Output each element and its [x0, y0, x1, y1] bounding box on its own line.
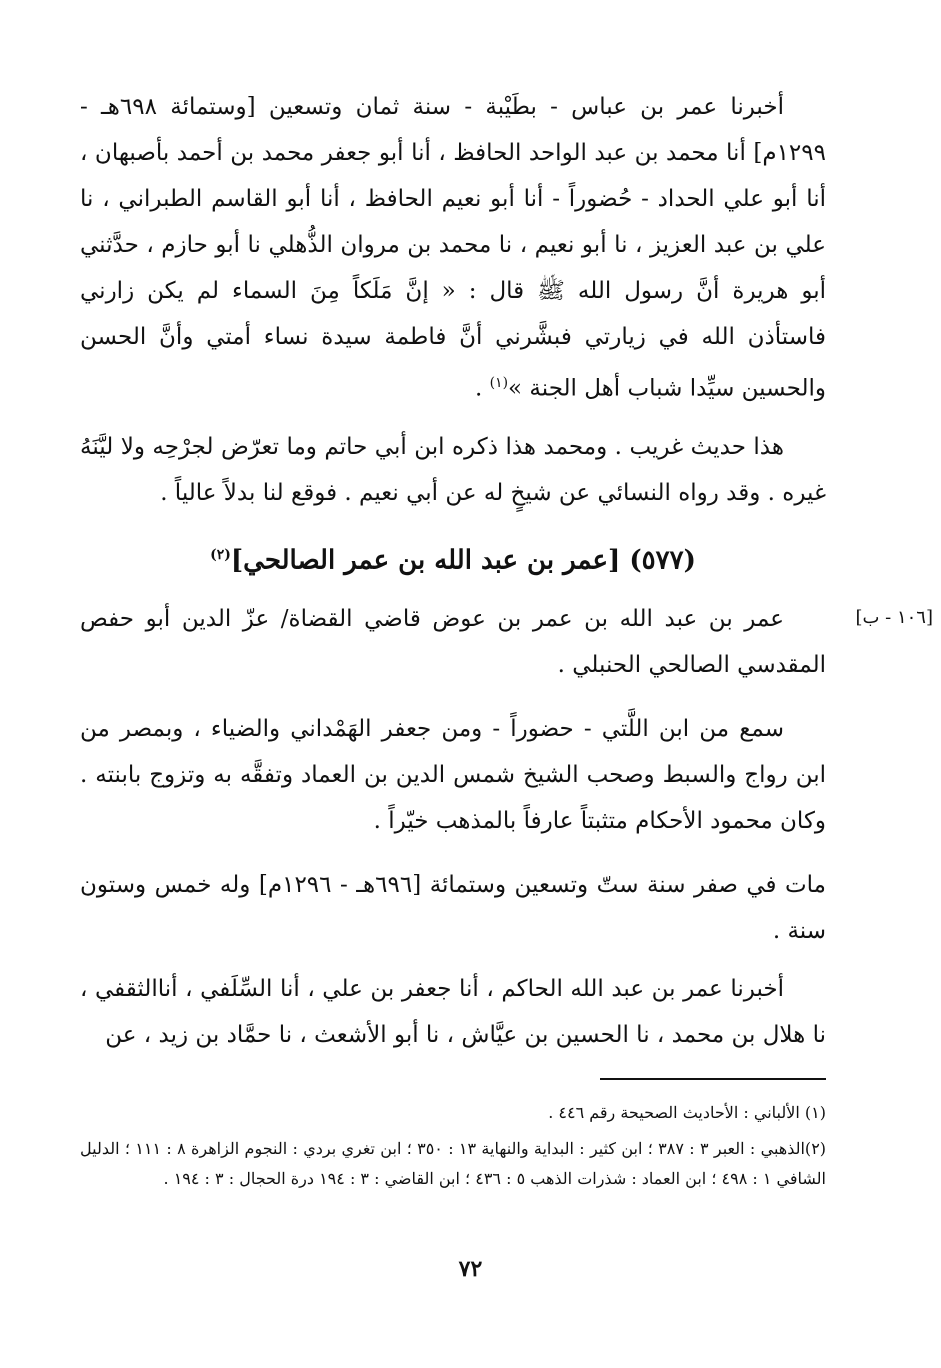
footnote-1: (١) الألباني : الأحاديث الصحيحة رقم ٤٤٦ .	[548, 1103, 826, 1122]
page-number: ٧٢	[458, 1256, 483, 1282]
paragraph-isnad-1	[80, 84, 826, 412]
footnote-ref-2: (٢)	[210, 547, 231, 563]
paragraph-isnad-2: أخبرنا عمر بن عبد الله الحاكم ، أنا جعفر بن علي ، أنا السِّلَفي ، أناالثقفي ، نا هلال بن محمد ، نا الحسين بن عيَّاش ، نا أبو الأشعث ، نا حمَّاد بن زيد ، عن	[80, 976, 826, 1048]
paragraph-teachers: سمع من ابن اللَّتي - حضوراً - ومن جعفر الهَمْداني والضياء ، وبمصر من ابن رواج والسبط وصحب الشيخ شمس الدين بن العماد وتفقَّه به وتزوج بابنته . وكان محمود الأحكام متثبتاً عارفاً بالمذهب خيّراً .	[80, 716, 826, 834]
paragraph-text: أخبرنا عمر بن عباس - بطَيْبة - سنة ثمان وتسعين [وستمائة ٦٩٨هـ - ١٢٩٩م] أنا محمد بن عبد الواحد الحافظ ، أنا أبو جعفر محمد بن أحمد بأصبهان ، أنا أبو علي الحداد - حُضوراً - أنا أبو نعيم الحافظ ، أنا أبو القاسم الطبراني ، نا علي بن عبد العزيز ، نا أبو نعيم ، نا محمد بن مروان الذُّهلي نا أبو حازم ، حدَّثني أبو هريرة أنَّ رسول الله ﷺ قال : « إنَّ مَلَكاً مِنَ السماء لم يكن زارني فاستأذن الله في زيارتي فبشَّرني أنَّ فاطمة سيدة نساء أمتي وأنَّ الحسن والحسين سيِّدا شباب أهل الجنة »	[80, 94, 826, 402]
footnote-ref-1: (١)	[489, 375, 509, 391]
paragraph-biography-name: عمر بن عبد الله بن عمر بن عوض قاضي القضاة/ عزّ الدين أبو حفص المقدسي الصالحي الحنبلي .	[80, 606, 826, 678]
entry-heading	[80, 533, 826, 583]
paragraph-end: .	[474, 375, 490, 402]
paragraph-comment: هذا حديث غريب . ومحمد هذا ذكره ابن أبي حاتم وما تعرّض لجرْحِه ولا ليَّنَهُ غيره . وقد رواه النسائي عن شيخٍ له عن أبي نعيم . فوقع لنا بدلاً عالياً .	[80, 434, 826, 506]
footnote-separator	[600, 1078, 826, 1080]
manuscript-folio-note: [١٠٦ - ب]	[855, 607, 933, 628]
footnote-2: (٢)الذهبي : العبر ٣ : ٣٨٧ ؛ ابن كثير : البداية والنهاية ١٣ : ٣٥٠ ؛ ابن تغري بردي : النجوم الزاهرة ٨ : ١١١ ؛ الدليل الشافي ١ : ٤٩٨ ؛ ابن العماد : شذرات الذهب ٥ : ٤٣٦ ؛ ابن القاضي : ٣ : ١٩٤ درة الحجال : ٣ : ١٩٤ .	[80, 1139, 827, 1188]
entry-heading-text: (٥٧٧) [عمر بن عبد الله بن عمر الصالحي]	[230, 545, 696, 576]
paragraph-death: مات في صفر سنة ستّ وتسعين وستمائة [٦٩٦هـ - ١٢٩٦م] وله خمس وستون سنة .	[80, 872, 826, 944]
